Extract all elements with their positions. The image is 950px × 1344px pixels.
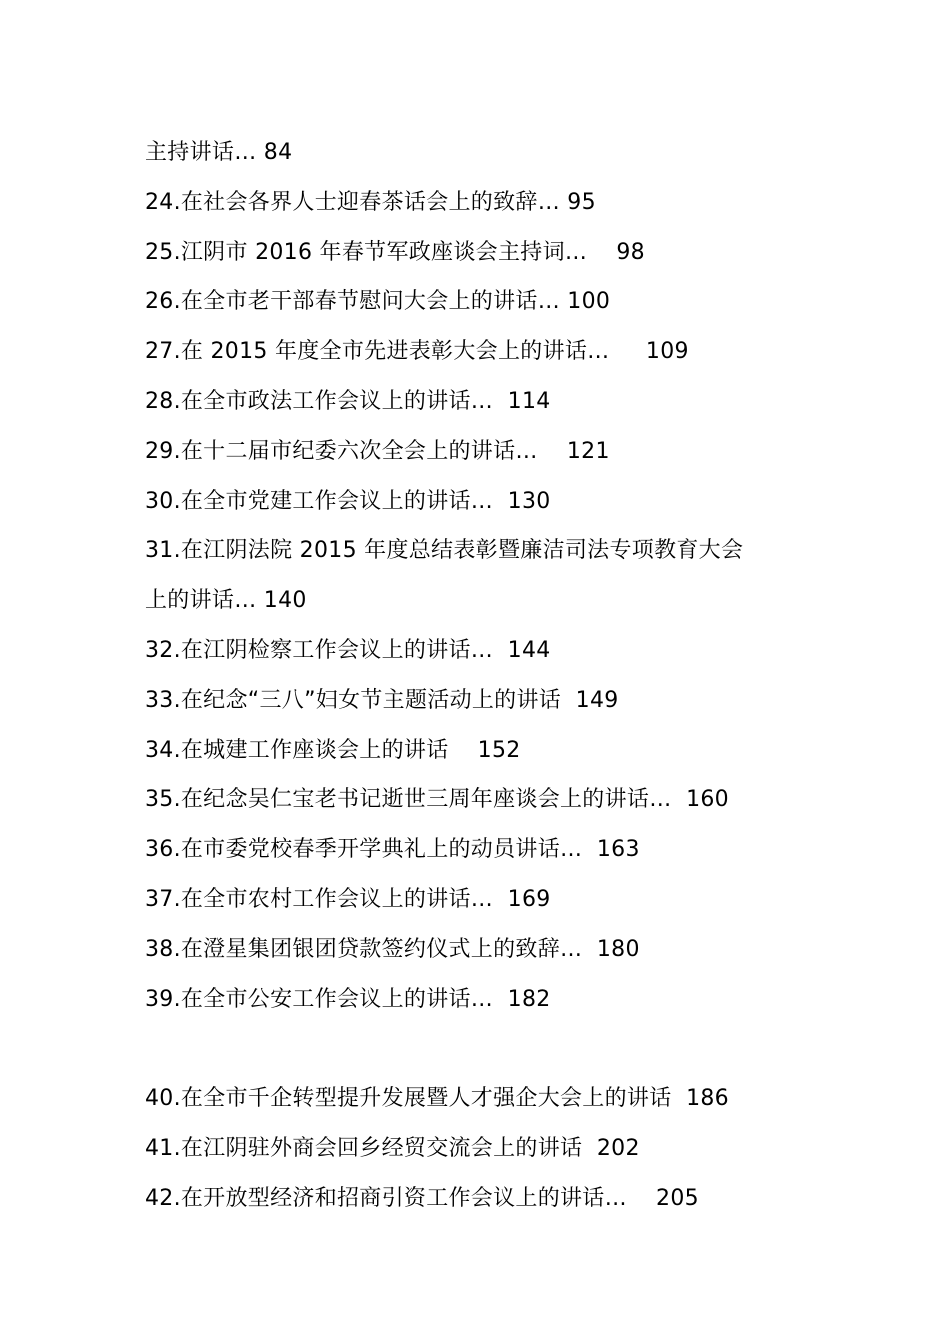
toc-entry: 30.在全市党建工作会议上的讲话… 130 [145, 488, 551, 514]
toc-entry: 39.在全市公安工作会议上的讲话… 182 [145, 986, 551, 1012]
toc-entry: 34.在城建工作座谈会上的讲话 152 [145, 737, 521, 763]
toc-entry: 42.在开放型经济和招商引资工作会议上的讲话… 205 [145, 1185, 699, 1211]
toc-entry: 37.在全市农村工作会议上的讲话… 169 [145, 886, 551, 912]
toc-entry: 24.在社会各界人士迎春茶话会上的致辞… 95 [145, 189, 596, 215]
toc-entry-continuation: 上的讲话… 140 [145, 588, 307, 614]
toc-entry: 主持讲话… 84 [145, 140, 293, 165]
toc-entry: 38.在澄星集团银团贷款签约仪式上的致辞… 180 [145, 936, 640, 962]
toc-entry: 25.江阴市 2016 年春节军政座谈会主持词… 98 [145, 239, 645, 265]
table-of-contents [145, 128, 815, 1224]
toc-entry: 28.在全市政法工作会议上的讲话… 114 [145, 388, 551, 414]
toc-entry: 35.在纪念吴仁宝老书记逝世三周年座谈会上的讲话… 160 [145, 787, 729, 813]
toc-entry: 29.在十二届市纪委六次全会上的讲话… 121 [145, 438, 610, 464]
toc-entry: 26.在全市老干部春节慰问大会上的讲话… 100 [145, 289, 611, 315]
toc-entry: 27.在 2015 年度全市先进表彰大会上的讲话… 109 [145, 339, 689, 365]
toc-entry: 36.在市委党校春季开学典礼上的动员讲话… 163 [145, 837, 640, 863]
toc-entry: 40.在全市千企转型提升发展暨人才强企大会上的讲话 186 [145, 1086, 729, 1112]
toc-entry: 41.在江阴驻外商会回乡经贸交流会上的讲话 202 [145, 1135, 640, 1161]
toc-entry: 32.在江阴检察工作会议上的讲话… 144 [145, 637, 551, 663]
toc-entry: 31.在江阴法院 2015 年度总结表彰暨廉洁司法专项教育大会 [145, 538, 744, 564]
blank-line [145, 1024, 815, 1074]
toc-entry: 33.在纪念“三八”妇女节主题活动上的讲话 149 [145, 687, 619, 713]
